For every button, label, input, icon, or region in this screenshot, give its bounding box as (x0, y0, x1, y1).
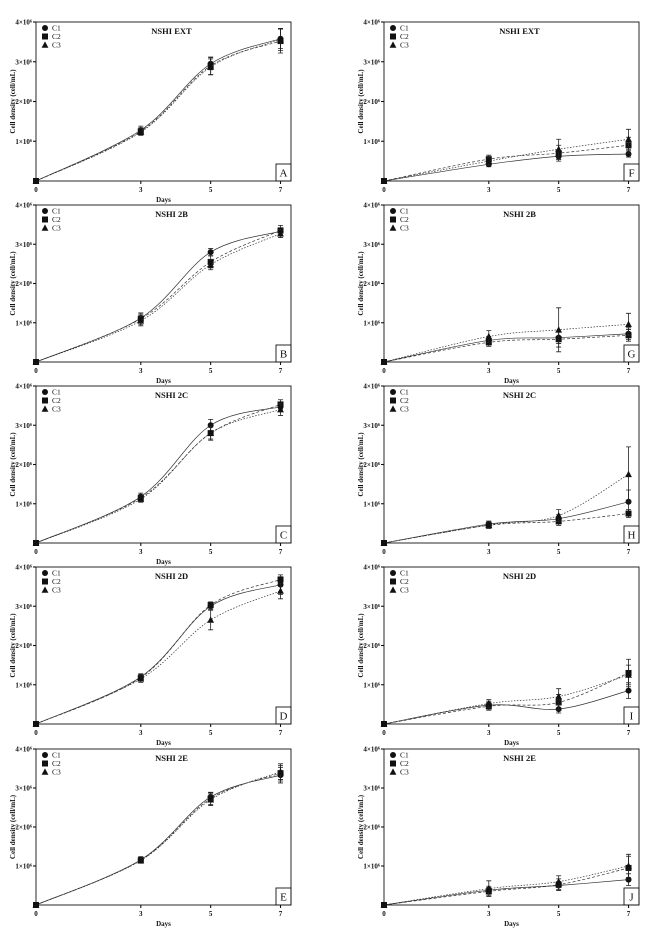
chart-panel-D (9, 564, 291, 748)
legend-label: C2 (52, 577, 61, 587)
data-point-C2 (626, 511, 632, 517)
y-tick-label: 1×10⁶ (15, 500, 32, 509)
data-point-C1 (626, 688, 632, 694)
panel-title: NSHI 2C (154, 390, 189, 400)
legend-label: C1 (400, 387, 409, 397)
chart-panel-C (9, 383, 291, 567)
y-tick-label: 2×10⁶ (15, 823, 32, 832)
legend-label: C2 (400, 32, 409, 42)
legend-marker-C3 (390, 41, 397, 47)
y-tick-label: 1×10⁶ (15, 137, 32, 146)
x-axis-title: Days (156, 558, 171, 566)
legend-marker-C3 (42, 405, 49, 411)
legend-marker-C3 (42, 586, 49, 592)
fit-curve-C1 (36, 585, 281, 724)
legend-label: C2 (400, 759, 409, 769)
y-tick-label: 1×10⁶ (363, 862, 380, 871)
legend-label: C1 (52, 387, 61, 397)
fit-curve-C1 (384, 334, 629, 362)
legend-label: C3 (400, 585, 409, 595)
x-tick-label: 0 (34, 186, 38, 194)
x-tick-label: 3 (487, 910, 491, 918)
x-tick-label: 7 (626, 367, 631, 375)
fit-curve-C2 (36, 41, 281, 181)
legend-marker-C2 (42, 34, 48, 40)
y-axis-title: Cell density (cell/mL) (357, 794, 365, 860)
y-tick-label: 2×10⁶ (15, 461, 32, 469)
legend-label: C1 (400, 750, 409, 760)
fit-curve-C3 (36, 772, 281, 905)
x-tick-label: 0 (382, 367, 386, 375)
y-tick-label: 2×10⁶ (363, 98, 380, 106)
legend-marker-C3 (42, 224, 49, 230)
x-tick-label: 3 (139, 910, 143, 918)
legend-marker-C1 (390, 389, 396, 395)
y-tick-label: 1×10⁶ (15, 681, 32, 690)
legend-label: C3 (52, 40, 61, 50)
x-tick-label: 0 (382, 910, 386, 918)
x-axis-title: Days (156, 377, 171, 385)
legend-label: C1 (52, 23, 61, 33)
x-tick-label: 0 (382, 186, 386, 194)
legend-marker-C2 (390, 761, 396, 767)
chart-panel-J (357, 746, 639, 929)
y-tick-label: 2×10⁶ (15, 280, 32, 288)
y-tick-label: 4×10⁶ (15, 382, 32, 391)
legend-marker-C2 (42, 761, 48, 767)
data-point-C3 (207, 616, 214, 622)
x-axis-title: Days (504, 920, 519, 928)
x-tick-label: 7 (278, 186, 283, 194)
y-tick-label: 3×10⁶ (363, 602, 380, 611)
legend-marker-C3 (42, 41, 49, 47)
y-tick-label: 1×10⁶ (15, 862, 32, 871)
fit-curve-C2 (384, 145, 629, 181)
chart-panel-E (9, 746, 291, 929)
legend-label: C3 (400, 40, 409, 50)
data-point-C2 (208, 602, 214, 608)
fit-curve-C1 (36, 775, 281, 905)
y-tick-label: 1×10⁶ (363, 500, 380, 509)
y-tick-label: 2×10⁶ (15, 642, 32, 650)
panel-letter: D (279, 710, 288, 723)
fit-curve-C1 (36, 404, 281, 543)
x-tick-label: 5 (208, 186, 213, 194)
panel-title: NSHI 2C (502, 390, 537, 400)
x-tick-label: 3 (139, 729, 143, 737)
legend-marker-C2 (390, 398, 396, 404)
legend-marker-C1 (42, 208, 48, 214)
data-point-C3 (277, 587, 284, 593)
plot-frame (36, 386, 291, 543)
y-tick-label: 3×10⁶ (363, 240, 380, 249)
y-axis-title: Cell density (cell/mL) (9, 69, 17, 134)
fit-curve-C2 (36, 580, 281, 724)
x-axis-title: Days (504, 739, 519, 747)
y-tick-label: 2×10⁶ (363, 823, 380, 832)
data-point-C1 (208, 249, 214, 255)
y-tick-label: 2×10⁶ (363, 642, 380, 650)
x-tick-label: 3 (487, 367, 491, 375)
y-axis-title: Cell density (cell/mL) (357, 251, 365, 316)
fit-curve-C1 (36, 231, 281, 362)
fit-curve-C3 (384, 866, 629, 905)
fit-curve-C1 (384, 880, 629, 905)
chart-panel-G (357, 202, 639, 386)
data-point-C3 (625, 321, 632, 327)
x-tick-label: 3 (487, 729, 491, 737)
x-tick-label: 0 (34, 367, 38, 375)
x-tick-label: 7 (626, 548, 631, 556)
y-tick-label: 4×10⁶ (363, 201, 380, 210)
data-point-C2 (278, 577, 284, 583)
y-axis-title: Cell density (cell/mL) (9, 794, 17, 860)
x-tick-label: 7 (278, 367, 283, 375)
x-tick-label: 3 (487, 186, 491, 194)
x-tick-label: 7 (278, 910, 283, 918)
legend-marker-C2 (390, 579, 396, 585)
x-tick-label: 3 (139, 186, 143, 194)
plot-frame (384, 567, 639, 724)
data-point-C3 (625, 136, 632, 142)
legend-marker-C1 (390, 25, 396, 31)
y-tick-label: 1×10⁶ (363, 137, 380, 146)
panel-title: NSHI EXT (499, 26, 540, 36)
y-tick-label: 2×10⁶ (363, 461, 380, 469)
x-tick-label: 5 (208, 367, 213, 375)
legend-label: C2 (52, 215, 61, 225)
x-tick-label: 0 (382, 548, 386, 556)
x-tick-label: 5 (208, 910, 213, 918)
x-tick-label: 7 (278, 548, 283, 556)
x-tick-label: 5 (556, 186, 561, 194)
panel-letter: H (627, 529, 636, 542)
y-axis-title: Cell density (cell/mL) (357, 613, 365, 678)
y-tick-label: 3×10⁶ (15, 58, 32, 67)
x-axis-title: Days (156, 196, 171, 204)
x-tick-label: 5 (208, 729, 213, 737)
legend-label: C3 (400, 223, 409, 233)
plot-frame (36, 205, 291, 362)
legend-marker-C1 (390, 752, 396, 758)
legend-marker-C1 (390, 208, 396, 214)
y-tick-label: 3×10⁶ (15, 602, 32, 611)
fit-curve-C3 (36, 39, 281, 181)
panel-letter: B (279, 348, 288, 361)
plot-frame (36, 749, 291, 905)
y-axis-title: Cell density (cell/mL) (9, 251, 17, 316)
x-tick-label: 0 (34, 729, 38, 737)
y-tick-label: 3×10⁶ (15, 784, 32, 793)
legend-label: C2 (400, 215, 409, 225)
legend-label: C2 (400, 577, 409, 587)
legend-marker-C3 (42, 768, 49, 774)
panel-letter: E (280, 891, 287, 904)
y-tick-label: 2×10⁶ (15, 98, 32, 106)
y-tick-label: 3×10⁶ (363, 784, 380, 793)
x-tick-label: 5 (556, 729, 561, 737)
legend-label: C2 (400, 396, 409, 406)
y-tick-label: 3×10⁶ (363, 421, 380, 430)
legend-marker-C3 (390, 224, 397, 230)
x-tick-label: 0 (34, 910, 38, 918)
legend-marker-C3 (390, 405, 397, 411)
plot-frame (36, 22, 291, 181)
legend-label: C3 (52, 223, 61, 233)
legend-marker-C2 (390, 217, 396, 223)
y-tick-label: 4×10⁶ (15, 745, 32, 754)
legend-label: C2 (52, 396, 61, 406)
y-tick-label: 4×10⁶ (363, 745, 380, 754)
plot-frame (384, 749, 639, 905)
y-tick-label: 3×10⁶ (15, 421, 32, 430)
y-axis-title: Cell density (cell/mL) (9, 432, 17, 497)
chart-panel-H (357, 383, 639, 557)
panel-letter: A (279, 167, 288, 180)
y-tick-label: 4×10⁶ (15, 563, 32, 572)
x-tick-label: 7 (626, 729, 631, 737)
data-point-C3 (625, 471, 632, 477)
chart-panel-F (357, 19, 639, 195)
y-tick-label: 1×10⁶ (363, 319, 380, 328)
panel-letter: I (629, 710, 634, 723)
data-point-C3 (555, 693, 562, 699)
panel-letter: F (628, 167, 635, 180)
x-tick-label: 7 (278, 729, 283, 737)
y-tick-label: 1×10⁶ (15, 319, 32, 328)
x-axis-title: Days (504, 377, 519, 385)
legend-marker-C2 (42, 579, 48, 585)
x-tick-label: 7 (626, 910, 631, 918)
y-tick-label: 3×10⁶ (15, 240, 32, 249)
fit-curve-C3 (384, 324, 629, 362)
legend-marker-C1 (390, 570, 396, 576)
y-tick-label: 4×10⁶ (363, 382, 380, 391)
fit-curve-C3 (384, 474, 629, 543)
panel-title: NSHI 2E (155, 753, 188, 763)
x-axis-title: Days (156, 739, 171, 747)
legend-marker-C2 (42, 217, 48, 223)
plot-frame (384, 386, 639, 543)
x-tick-label: 3 (139, 367, 143, 375)
y-axis-title: Cell density (cell/mL) (357, 69, 365, 134)
legend-label: C3 (52, 404, 61, 414)
x-tick-label: 7 (626, 186, 631, 194)
panel-title: NSHI 2D (154, 571, 189, 581)
chart-panel-B (9, 202, 291, 386)
panel-letter: J (629, 891, 634, 904)
y-tick-label: 2×10⁶ (363, 280, 380, 288)
y-tick-label: 1×10⁶ (363, 681, 380, 690)
x-tick-label: 0 (34, 548, 38, 556)
x-tick-label: 5 (208, 548, 213, 556)
legend-label: C3 (400, 404, 409, 414)
legend-label: C3 (52, 767, 61, 777)
fit-curve-C2 (384, 335, 629, 362)
x-tick-label: 0 (382, 729, 386, 737)
fit-curve-C1 (36, 39, 281, 181)
fit-curve-C3 (36, 591, 281, 724)
y-tick-label: 4×10⁶ (363, 563, 380, 572)
y-tick-label: 3×10⁶ (363, 58, 380, 67)
fit-curve-C3 (36, 410, 281, 543)
legend-marker-C3 (390, 768, 397, 774)
x-tick-label: 5 (556, 548, 561, 556)
fit-curve-C2 (36, 404, 281, 543)
panel-title: NSHI 2E (503, 753, 536, 763)
legend-label: C1 (400, 23, 409, 33)
panel-title: NSHI 2B (155, 209, 188, 219)
panel-title: NSHI 2D (502, 571, 537, 581)
legend-marker-C1 (42, 752, 48, 758)
y-tick-label: 4×10⁶ (363, 18, 380, 27)
legend-marker-C2 (390, 34, 396, 40)
x-axis-title: Days (156, 920, 171, 928)
fit-curve-C1 (384, 691, 629, 724)
y-axis-title: Cell density (cell/mL) (9, 613, 17, 678)
fit-curve-C3 (36, 234, 281, 362)
legend-marker-C1 (42, 25, 48, 31)
legend-label: C3 (52, 585, 61, 595)
legend-label: C3 (400, 767, 409, 777)
legend-marker-C1 (42, 570, 48, 576)
x-tick-label: 5 (556, 367, 561, 375)
y-tick-label: 4×10⁶ (15, 201, 32, 210)
panel-title: NSHI 2B (503, 209, 536, 219)
legend-label: C2 (52, 759, 61, 769)
legend-marker-C1 (42, 389, 48, 395)
legend-label: C1 (52, 750, 61, 760)
legend-label: C1 (52, 568, 61, 578)
chart-panel-A (9, 19, 291, 205)
x-tick-label: 3 (139, 548, 143, 556)
panel-letter: C (279, 529, 288, 542)
legend-label: C1 (52, 206, 61, 216)
panel-letter: G (627, 348, 636, 361)
y-axis-title: Cell density (cell/mL) (357, 432, 365, 497)
y-tick-label: 4×10⁶ (15, 18, 32, 27)
panel-title: NSHI EXT (151, 26, 192, 36)
legend-marker-C2 (42, 398, 48, 404)
legend-label: C1 (400, 568, 409, 578)
x-tick-label: 5 (556, 910, 561, 918)
legend-label: C2 (52, 32, 61, 42)
legend-label: C1 (400, 206, 409, 216)
x-tick-label: 3 (487, 548, 491, 556)
legend-marker-C3 (390, 586, 397, 592)
fit-curve-C2 (384, 514, 629, 543)
chart-panel-I (357, 564, 639, 748)
fit-curve-C2 (36, 773, 281, 905)
fit-curve-C2 (36, 231, 281, 362)
